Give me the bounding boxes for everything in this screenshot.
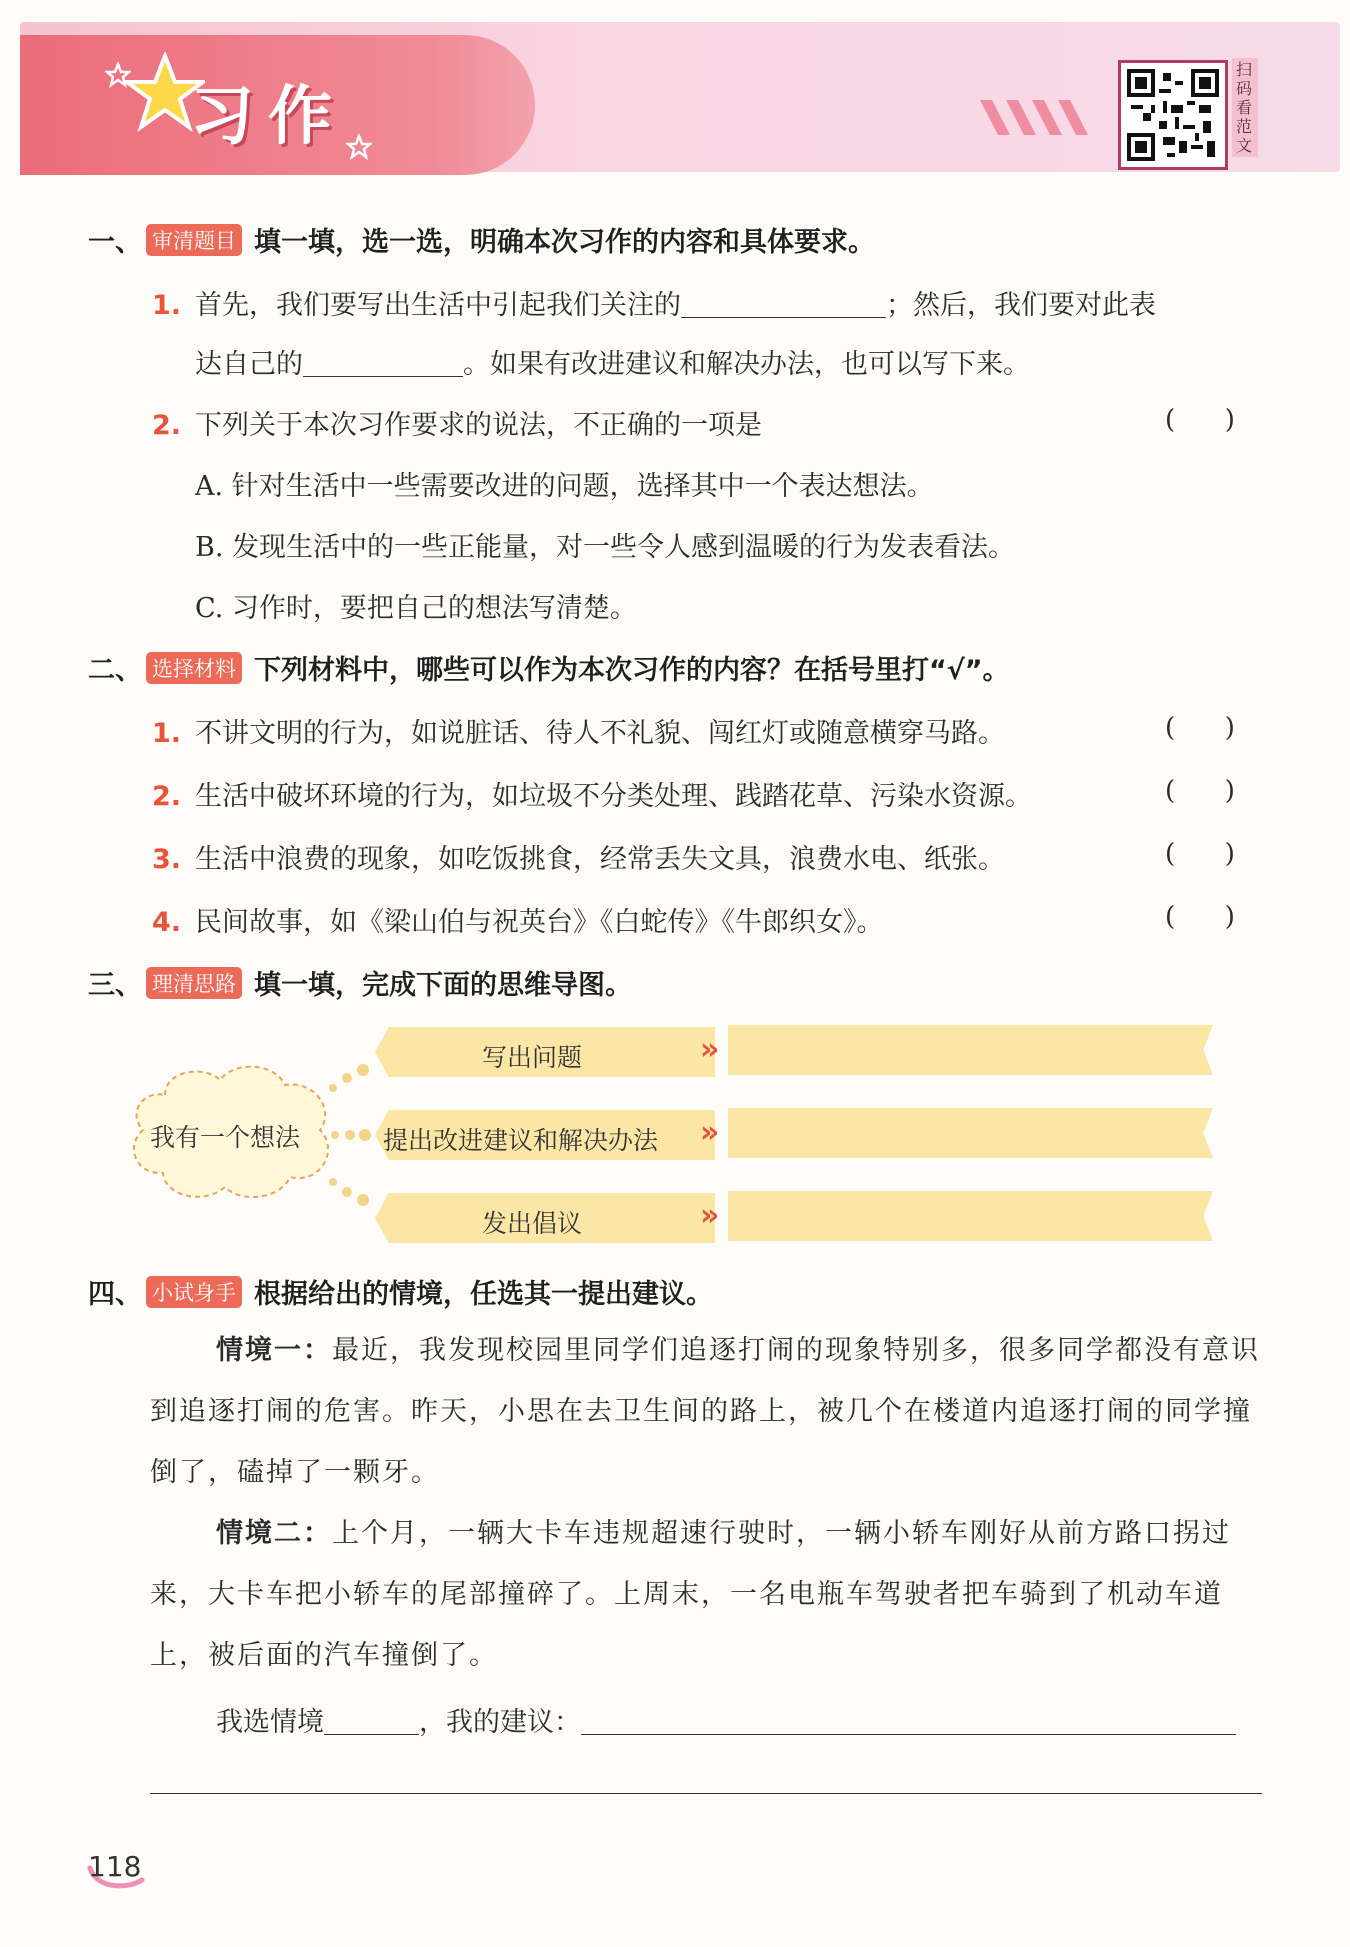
case-label: 情境二： [216, 1518, 332, 1549]
branch-label: 提出改进建议和解决办法 [383, 1126, 659, 1155]
answer-parentheses[interactable]: ( ) [1165, 839, 1235, 869]
section-1-heading [88, 220, 875, 259]
answer-prompt: 我选情境 [216, 1707, 324, 1738]
page-number: 118 [88, 1850, 142, 1883]
section-number: 二、 [88, 655, 142, 686]
qr-caption: 扫码看范文 [1232, 58, 1258, 157]
section-number: 一、 [88, 227, 142, 258]
question-number: 2. [152, 781, 182, 812]
section-tag: 理清思路 [146, 967, 242, 999]
fill-blank[interactable] [681, 288, 886, 318]
answer-ribbon[interactable] [728, 1108, 1213, 1158]
question-text: ；然后，我们要对此表 [886, 290, 1157, 321]
section-number: 四、 [88, 1279, 142, 1310]
fill-blank[interactable] [303, 347, 463, 377]
answer-line [216, 1700, 1236, 1739]
small-star-icon [105, 62, 131, 88]
material-item [152, 774, 1032, 813]
material-item [152, 900, 884, 939]
branch-label: 发出倡议 [482, 1209, 583, 1238]
question-text: 首先，我们要写出生活中引起我们关注的 [195, 290, 682, 321]
double-chevron-icon: » [700, 1198, 720, 1233]
section-title: 填一填，选一选，明确本次习作的内容和具体要求。 [254, 227, 875, 258]
answer-parentheses[interactable]: ( ) [1165, 902, 1235, 932]
question-text: 。如果有改进建议和解决办法，也可以写下来。 [463, 349, 1030, 380]
case-2-paragraph [150, 1503, 1262, 1686]
question-number: 4. [152, 907, 182, 938]
question-number: 2. [152, 410, 182, 441]
answer-ribbon[interactable] [728, 1025, 1213, 1075]
question-1-line-1 [152, 283, 1156, 322]
section-title: 根据给出的情境，任选其一提出建议。 [254, 1279, 713, 1310]
case-1-paragraph [150, 1320, 1262, 1503]
answer-ribbon[interactable] [728, 1191, 1213, 1241]
section-tag: 小试身手 [146, 1276, 242, 1308]
answer-parentheses[interactable]: ( ) [1165, 405, 1235, 435]
double-chevron-icon: » [700, 1032, 720, 1067]
section-title: 下列材料中，哪些可以作为本次习作的内容？在括号里打“√”。 [254, 655, 1010, 686]
section-tag: 审清题目 [146, 224, 242, 256]
connector-dots [325, 1050, 375, 1220]
writing-line[interactable] [150, 1793, 1262, 1794]
mindmap-center: 我有一个想法 [150, 1123, 301, 1152]
case-text: 上个月，一辆大卡车违规超速行驶时，一辆小轿车刚好从前方路口拐过来，大卡车把小轿车的尾部撞碎了。上周末，一名电瓶车驾驶者把车骑到了机动车道上，被后面的汽车撞倒了。 [150, 1518, 1231, 1671]
fill-blank[interactable] [581, 1705, 1236, 1735]
material-item [152, 837, 1005, 876]
section-tag: 选择材料 [146, 652, 242, 684]
question-text: 达自己的 [195, 349, 303, 380]
section-number: 三、 [88, 970, 142, 1001]
question-number: 1. [152, 718, 182, 749]
material-item [152, 711, 1005, 750]
question-text: 民间故事，如《梁山伯与祝英台》《白蛇传》《牛郎织女》。 [195, 907, 884, 938]
option-b: B. 发现生活中的一些正能量，对一些令人感到温暖的行为发表看法。 [195, 532, 1016, 563]
answer-prompt: ，我的建议： [419, 1707, 581, 1738]
question-number: 1. [152, 290, 182, 321]
question-text: 生活中破坏环境的行为，如垃圾不分类处理、践踏花草、污染水资源。 [195, 781, 1033, 812]
question-2 [152, 403, 762, 442]
qr-code-icon [1127, 69, 1219, 161]
small-star-icon [346, 134, 372, 160]
case-label: 情境一： [216, 1335, 332, 1366]
question-number: 3. [152, 844, 182, 875]
option-a: A. 针对生活中一些需要改进的问题，选择其中一个表达想法。 [195, 471, 934, 502]
case-text: 最近，我发现校园里同学们追逐打闹的现象特别多，很多同学都没有意识到追逐打闹的危害。昨天，小思在去卫生间的路上，被几个在楼道内追逐打闹的同学撞倒了，磕掉了一颗牙。 [150, 1335, 1260, 1488]
option-c: C. 习作时，要把自己的想法写清楚。 [195, 593, 637, 624]
question-1-line-2 [195, 342, 1030, 381]
page-title: 习作 [190, 80, 346, 154]
section-3-heading [88, 963, 632, 1002]
qr-code[interactable] [1118, 60, 1228, 170]
question-text: 生活中浪费的现象，如吃饭挑食，经常丢失文具，浪费水电、纸张。 [195, 844, 1006, 875]
section-2-heading [88, 648, 1010, 687]
fill-blank[interactable] [324, 1705, 419, 1735]
decorative-stripes [980, 90, 1100, 140]
section-4-heading [88, 1272, 713, 1311]
branch-label: 写出问题 [482, 1043, 583, 1072]
question-text: 不讲文明的行为，如说脏话、待人不礼貌、闯红灯或随意横穿马路。 [195, 718, 1006, 749]
question-text: 下列关于本次习作要求的说法，不正确的一项是 [195, 410, 763, 441]
section-title: 填一填，完成下面的思维导图。 [254, 970, 632, 1001]
answer-parentheses[interactable]: ( ) [1165, 713, 1235, 743]
double-chevron-icon: » [700, 1115, 720, 1150]
answer-parentheses[interactable]: ( ) [1165, 776, 1235, 806]
